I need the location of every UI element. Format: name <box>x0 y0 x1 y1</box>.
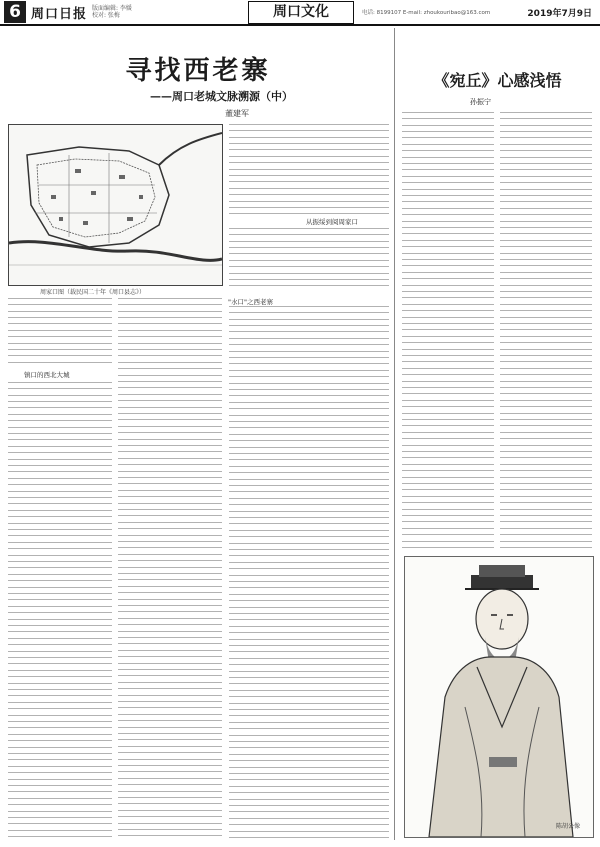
section-heading: 从振绥到阅周家口 <box>306 218 358 226</box>
section-title: 周口文化 <box>248 1 354 24</box>
article-subtitle: ——周口老城文脉溯源（中） <box>150 90 293 103</box>
article-text-block <box>8 298 112 364</box>
contact-info: 电话: 8199107 E-mail: zhoukouribao@163.com <box>362 10 491 16</box>
column-divider <box>394 28 395 840</box>
article-text-block <box>229 306 389 840</box>
portrait-drawing <box>405 557 593 837</box>
portrait-image <box>404 556 594 838</box>
section-heading: "水口"之西老寨 <box>228 298 273 306</box>
proofreader-line: 校对: 张梅 <box>92 12 120 19</box>
page-header <box>0 0 600 26</box>
article-text-block <box>8 382 112 840</box>
map-caption: 周家口图（载民国二十年《周口县志》） <box>40 289 146 296</box>
article-author: 孙振宁 <box>470 98 491 106</box>
issue-date: 2019年7月9日 <box>527 9 592 19</box>
map-drawing <box>9 125 222 285</box>
section-heading: 镇口的西北大城 <box>24 371 70 379</box>
article-title: 寻找西老寨 <box>125 56 271 86</box>
newspaper-masthead: 周口日报 <box>31 7 88 22</box>
editor-line: 版面编辑: 李媛 <box>92 5 132 12</box>
article-text-block <box>229 124 389 214</box>
article-text-block <box>500 112 592 552</box>
article-text-block <box>118 298 222 840</box>
article-title: 《宛丘》心感浅悟 <box>433 71 562 90</box>
article-text-block <box>229 228 389 292</box>
portrait-caption: 陈胡公像 <box>556 823 581 830</box>
page-number: 6 <box>4 1 26 23</box>
editor-info <box>92 5 222 19</box>
article-text-block <box>402 112 494 552</box>
article-author: 董建军 <box>225 109 249 118</box>
historical-map-image <box>8 124 223 286</box>
